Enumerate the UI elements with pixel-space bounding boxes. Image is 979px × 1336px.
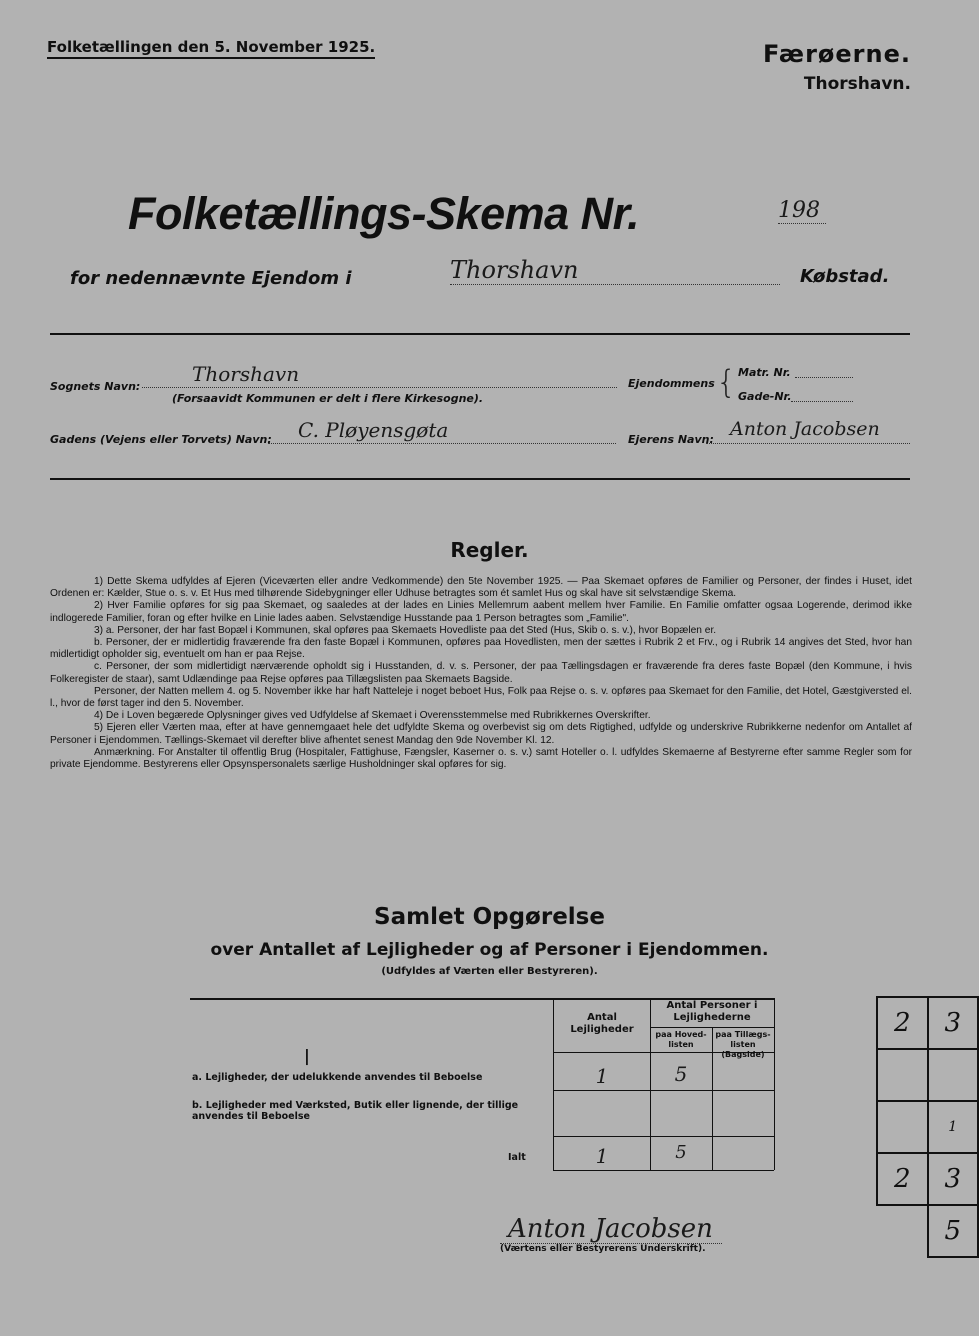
parish-label: Sognets Navn:	[50, 380, 141, 393]
rule-paragraph: 4) De i Loven begærede Oplysninger gives ved Udfyldelse af Skemaet i Overensstemmelse med Rubrikkernes Overskrifter.	[94, 710, 651, 722]
side-tally-row	[877, 1049, 978, 1101]
summary-note: (Udfyldes af Værten eller Bestyreren).	[381, 966, 598, 977]
side-tally-row	[877, 1153, 978, 1205]
divider-middle	[50, 478, 910, 480]
rule-paragraph: 3) a. Personer, der har fast Bopæl i Kommunen, skal opføres paa Skemaets Hovedliste paa det Sted (Hus, Skib o. s. v.), hvor Bopælen er.	[94, 624, 717, 636]
brace-icon: {	[716, 363, 737, 401]
tally-row-line	[553, 1136, 774, 1137]
side-tally-cell[interactable]: 3	[928, 997, 979, 1049]
row-a-label: a. Lejligheder, der udelukkende anvendes til Beboelse	[192, 1072, 483, 1083]
side-tally-cell[interactable]: 2	[877, 997, 928, 1049]
rule-paragraph: b. Personer, der er midlertidig fraværende fra den faste Bopæl i Kommunen, opføres paa Hovedlisten, men der sættes i Rubrik 2 et Frv., og i Rubrik 14 angives det Sted, hvor han midlertidigt opholder sig, eventuelt om han er paa Rejse.	[50, 637, 912, 661]
owner-label: Ejerens Navn:	[628, 433, 714, 446]
schema-number-field[interactable]: 198	[778, 198, 826, 224]
rule-paragraph: 1) Dette Skema udfyldes af Ejeren (Viceværten eller andre Vedkommende) den 5te November 1925. — Paa Skemaet opføres de Familier og Personer, der findes i Huset, idet Ordenen er: Kælder, Stue o. s. v. Et Hus med tilhørende Sidebygninger eller Udhuse betragtes som ét samlet Hus og skal have sit selvstændige Skema.	[50, 576, 912, 600]
summary-title: Samlet Opgørelse	[374, 904, 605, 930]
form-title: Folketællings-Skema Nr.	[128, 188, 640, 239]
rule-paragraph: 5) Ejeren eller Værten maa, efter at have gennemgaaet hele det udfyldte Skema og overbevist sig om dets Rigtighed, udfylde og underskrive Rubrikkerne nedenfor om Antallet af Personer i Ejendommen. Tællings-Skemaet vil derefter blive afhentet senest Mandag den 9de November Kl. 12.	[50, 722, 912, 746]
side-tally-cell[interactable]	[877, 1049, 928, 1101]
matr-field[interactable]	[795, 364, 853, 378]
row-b-label: b. Lejligheder med Værksted, Butik eller lignende, der tillige anvendes til Beboelse	[192, 1100, 519, 1122]
town-name: Thorshavn.	[803, 74, 911, 94]
col-main-list-header: paa Hoved-listen	[655, 1030, 707, 1049]
col-supp-list-header: paa Tillægs-listen (Bagside)	[715, 1030, 771, 1059]
side-tally-cell[interactable]	[877, 1101, 928, 1153]
side-tally-row	[877, 1205, 978, 1257]
side-tally-grid	[876, 996, 979, 1258]
rules-heading: Regler.	[450, 538, 529, 562]
property-prefix: for nedennævnte Ejendom i	[70, 268, 352, 289]
total-main[interactable]: 5	[675, 1142, 687, 1163]
side-tally-cell[interactable]: 1	[928, 1101, 979, 1153]
parish-note: (Forsaavidt Kommunen er delt i flere Kirkesogne).	[172, 392, 484, 405]
side-tally-cell[interactable]	[877, 1205, 928, 1257]
divider-top	[50, 333, 910, 335]
side-tally-cell[interactable]: 3	[928, 1153, 979, 1205]
tick-mark: |	[304, 1046, 310, 1065]
side-tally-cell[interactable]: 2	[877, 1153, 928, 1205]
tally-col-line	[774, 998, 775, 1170]
census-date-heading: Folketællingen den 5. November 1925.	[47, 38, 375, 59]
parish-field[interactable]: Thorshavn	[142, 362, 617, 388]
row-a-main[interactable]: 5	[674, 1062, 688, 1086]
tally-row-line	[650, 1027, 774, 1028]
total-apartments[interactable]: 1	[595, 1144, 609, 1168]
owner-field[interactable]: Anton Jacobsen	[706, 418, 910, 444]
region-name: Færøerne.	[762, 40, 911, 68]
street-field[interactable]: C. Pløyensgøta	[268, 418, 616, 444]
col-persons-header: Antal Personer i Lejlighederne	[666, 1000, 758, 1023]
rule-paragraph: Anmærkning. For Anstalter til offentlig Brug (Hospitaler, Fattighuse, Fængsler, Kaserner o. s. v.) samt Hoteller o. l. udfyldes Skemaerne af Bestyrerne efter samme Regler som for private Ejendomme. Bestyrerens eller Opsynspersonalets særlige Husholdninger skal opføres for sig.	[50, 746, 912, 771]
tally-col-line	[553, 998, 554, 1170]
total-label: Ialt	[508, 1152, 526, 1163]
tally-row-line	[553, 1090, 774, 1091]
signature-caption: (Værtens eller Bestyrerens Underskrift).	[500, 1244, 706, 1254]
gade-field[interactable]	[791, 388, 853, 402]
col-apartments-header: Antal Lejligheder	[570, 1012, 634, 1035]
side-tally-row	[877, 997, 978, 1049]
rule-paragraph: 2) Hver Familie opføres for sig paa Skemaet, og saaledes at der lades en Linies Mellemrum aabent mellem hver Familie. En Familie omfatter ogsaa Logerende, derimod ikke indlogerede Familier, foran og efter hvilke en Linie lades aaben. Selvstændige Husstande paa 1 Person betragtes som „Familie".	[50, 600, 912, 624]
property-suffix: Købstad.	[800, 266, 890, 287]
side-tally-row	[877, 1101, 978, 1153]
row-a-apartments[interactable]: 1	[595, 1064, 609, 1088]
side-tally-cell[interactable]: 5	[928, 1205, 979, 1257]
rule-paragraph: c. Personer, der som midlertidigt nærværende opholdt sig i Husstanden, d. v. s. Personer, der paa Tællingsdagen er fraværende fra deres faste Bopæl (den Kommune, i hvis Folkeregister de staar), samt Udlændinge paa Rejse opføres paa Tillægslisten paa Skemaets Bagside.	[50, 661, 912, 685]
tally-col-line	[650, 998, 651, 1170]
summary-subtitle: over Antallet af Lejligheder og af Personer i Ejendommen.	[210, 940, 769, 960]
city-field[interactable]: Thorshavn	[450, 256, 780, 285]
property-label: Ejendommens	[628, 377, 715, 390]
street-label: Gadens (Vejens eller Torvets) Navn:	[50, 433, 272, 446]
gade-label: Gade-Nr.	[738, 390, 792, 403]
tally-row-line	[553, 1170, 774, 1171]
rules-text	[50, 576, 912, 771]
side-tally-cell[interactable]	[928, 1049, 979, 1101]
rule-paragraph: Personer, der Natten mellem 4. og 5. November ikke har haft Natteleje i noget beboet Hus, Folk paa Rejse o. s. v. opføres paa Skemaet for den Familie, det Hotel, Gæstgiversted el. l., hvor de først tager ind den 5. November.	[50, 685, 912, 710]
signature[interactable]: Anton Jacobsen	[508, 1214, 713, 1244]
matr-label: Matr. Nr.	[738, 366, 791, 379]
